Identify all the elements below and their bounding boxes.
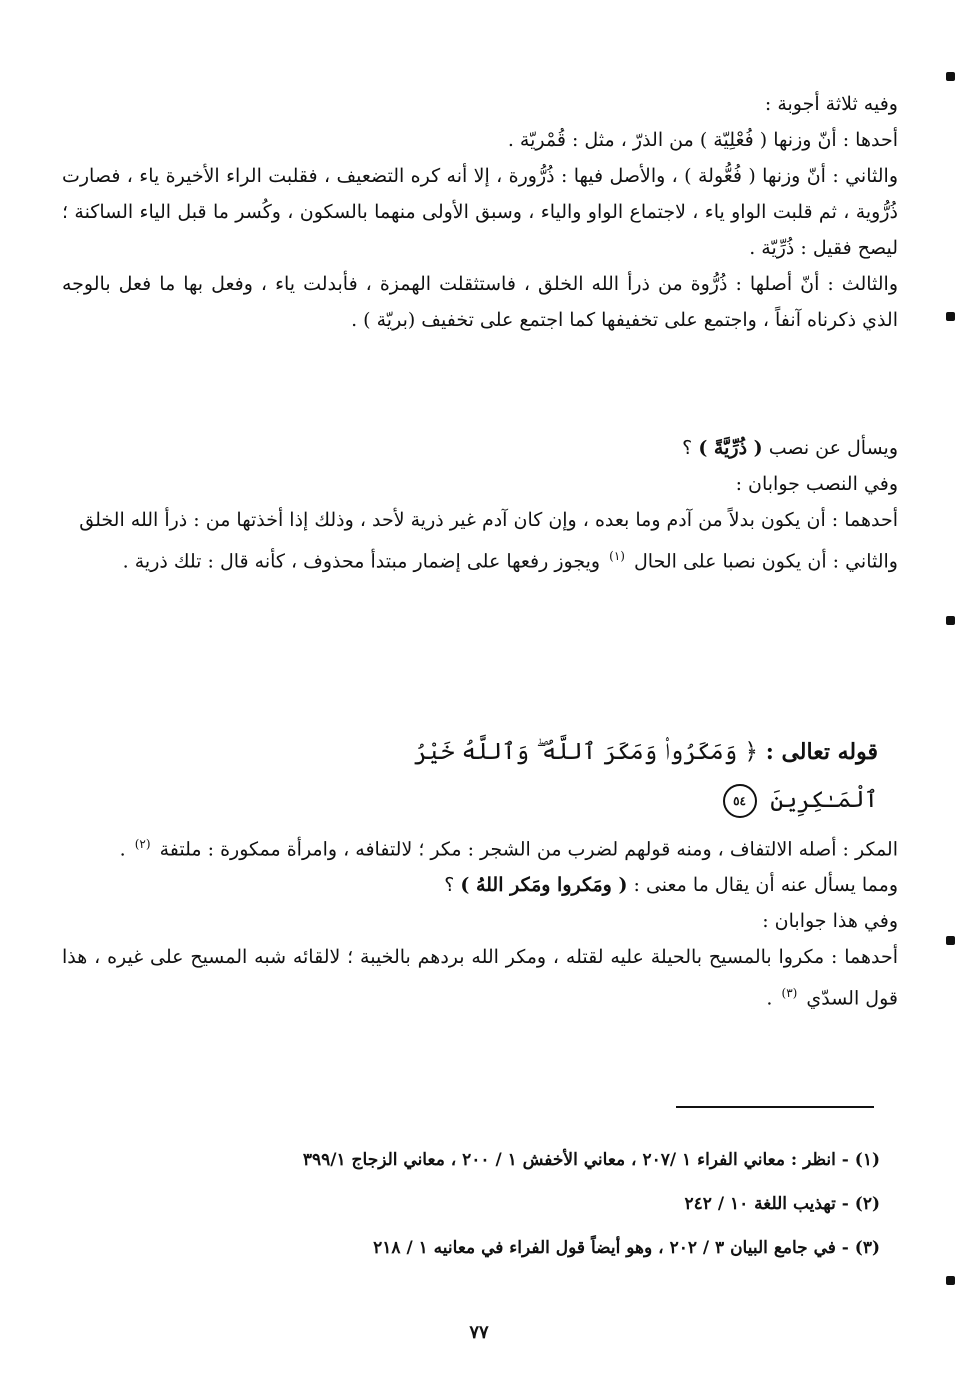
- margin-mark: [946, 312, 955, 321]
- nasb-answers-intro: وفي النصب جوابان :: [735, 473, 898, 495]
- nasb-answer-two-prefix: والثاني : أن يكون نصبا على الحال: [634, 550, 898, 573]
- section-nasb-question: [62, 430, 898, 579]
- footnote-2: (٢) - تهذيب اللغة ١٠ / ٢٤٢: [684, 1194, 880, 1214]
- section-dhurriyya-morphology: [62, 86, 898, 338]
- makr-answer-one: [62, 939, 898, 1016]
- footnote-3: (٣) - في جامع البيان ٣ / ٢٠٢ ، وهو أيضاً قول الفراء في معانيه ١ / ٢١٨: [373, 1238, 880, 1258]
- footnote-ref-2[interactable]: (٢): [134, 837, 151, 851]
- makr-answers-intro: وفي هذا جوابان :: [762, 910, 898, 933]
- makr-question-term: ( ومَكروا ومَكر اللهُ ): [460, 874, 628, 897]
- makr-definition-text: المكر : أصله الالتفاف ، ومنه قولهم لضرب من الشجر : مكر ؛ لالتفافه ، وامرأة ممكورة : ملتفة: [159, 838, 898, 861]
- answer-one-paragraph: أحدها : أنّ وزنها ( فُعْلِيّة ) من الذرّ ، مثل : قُمْريّة .: [507, 129, 898, 151]
- intro-three-answers: وفيه ثلاثة أجوبة :: [764, 93, 898, 115]
- margin-mark: [946, 616, 955, 625]
- makr-question: [62, 867, 898, 903]
- answer-three-paragraph: والثالث : أنّ أصلها : ذُرُّوة من ذرأ الله الخلق ، فاستثقلت الهمزة ، فأبدلت ياء ، وفعل بها ما فعل بالوجه الذي ذكرناه آنفاً ، واجتمع على تخفيفها كما اجتمع على تخفيف (بريّة ) .: [62, 273, 898, 331]
- margin-mark: [946, 936, 955, 945]
- nasb-question-suffix: ؟: [682, 437, 693, 459]
- nasb-question-prefix: ويسأل عن نصب: [768, 437, 898, 459]
- ayah-number-icon: ٥٤: [723, 784, 757, 818]
- nasb-answer-one: أحدهما : أن يكون بدلاً من آدم وما بعده ، وإن كان آدم غير ذرية لأحد ، وذلك إذا أخذتها من : ذرأ الله الخلق: [79, 509, 898, 531]
- makr-question-suffix: ؟: [444, 874, 455, 897]
- nasb-answer-two: [62, 538, 898, 579]
- footnote-ref-3[interactable]: (٣): [781, 986, 798, 1001]
- makr-answer-one-end: .: [766, 987, 773, 1010]
- makr-answer-one-text: أحدهما : مكروا بالمسيح بالحيلة عليه لقتله ، ومكر الله بردهم بالخيبة ؛ لالقائه شبه المسيح على غيره ، هذا قول السدّي: [62, 946, 898, 1010]
- answer-two-paragraph: والثاني : أنّ وزنها ( فُعُّولة ) ، والأصل فيها : ذُرُّورة ، إلا أنه كره التضعيف ، فقلبت الراء الأخيرة ياء ، فصارت ذُرُّوية ، ثم قلبت الواو ياء ، لاجتماع الواو والياء ، وسبق الأولى منهما بالسكون ، وكُسر ما قبل الياء الساكنة ؛ ليصح فقيل : ذُرِّيّة .: [62, 165, 898, 259]
- makr-definition: [62, 826, 898, 867]
- makr-definition-end: .: [119, 838, 126, 861]
- nasb-answer-two-suffix: ويجوز رفعها على إضمار مبتدأ محذوف ، كأنه قال : تلك ذرية .: [122, 550, 601, 573]
- page-number: ٧٧: [469, 1322, 489, 1343]
- footnote-separator: [676, 1106, 874, 1108]
- margin-mark: [946, 1276, 955, 1285]
- margin-mark: [946, 72, 955, 81]
- nasb-question-term: ( ذُرِّيَّةً ): [698, 437, 763, 459]
- verse-text: ﴿ وَمَكَرُوا۟ وَمَكَرَ ٱللَّهُ ۖ وَٱللَّهُ خَيْرُ ٱلْمَـٰكِرِينَ: [413, 739, 878, 813]
- makr-question-prefix: ومما يسأل عنه أن يقال ما معنى :: [633, 874, 898, 897]
- section-makr-discussion: [62, 826, 898, 1017]
- footnote-1: (١) - انظر : معاني الفراء ١ /٢٠٧ ، معاني الأخفش ١ / ٢٠٠ ، معاني الزجاج ٣٩٩/١: [302, 1150, 880, 1170]
- verse-heading: [300, 728, 878, 824]
- footnote-ref-1[interactable]: (١): [609, 549, 625, 563]
- footnotes: [200, 1138, 880, 1270]
- verse-label: قوله تعالى :: [765, 739, 878, 765]
- nasb-question: [62, 430, 898, 466]
